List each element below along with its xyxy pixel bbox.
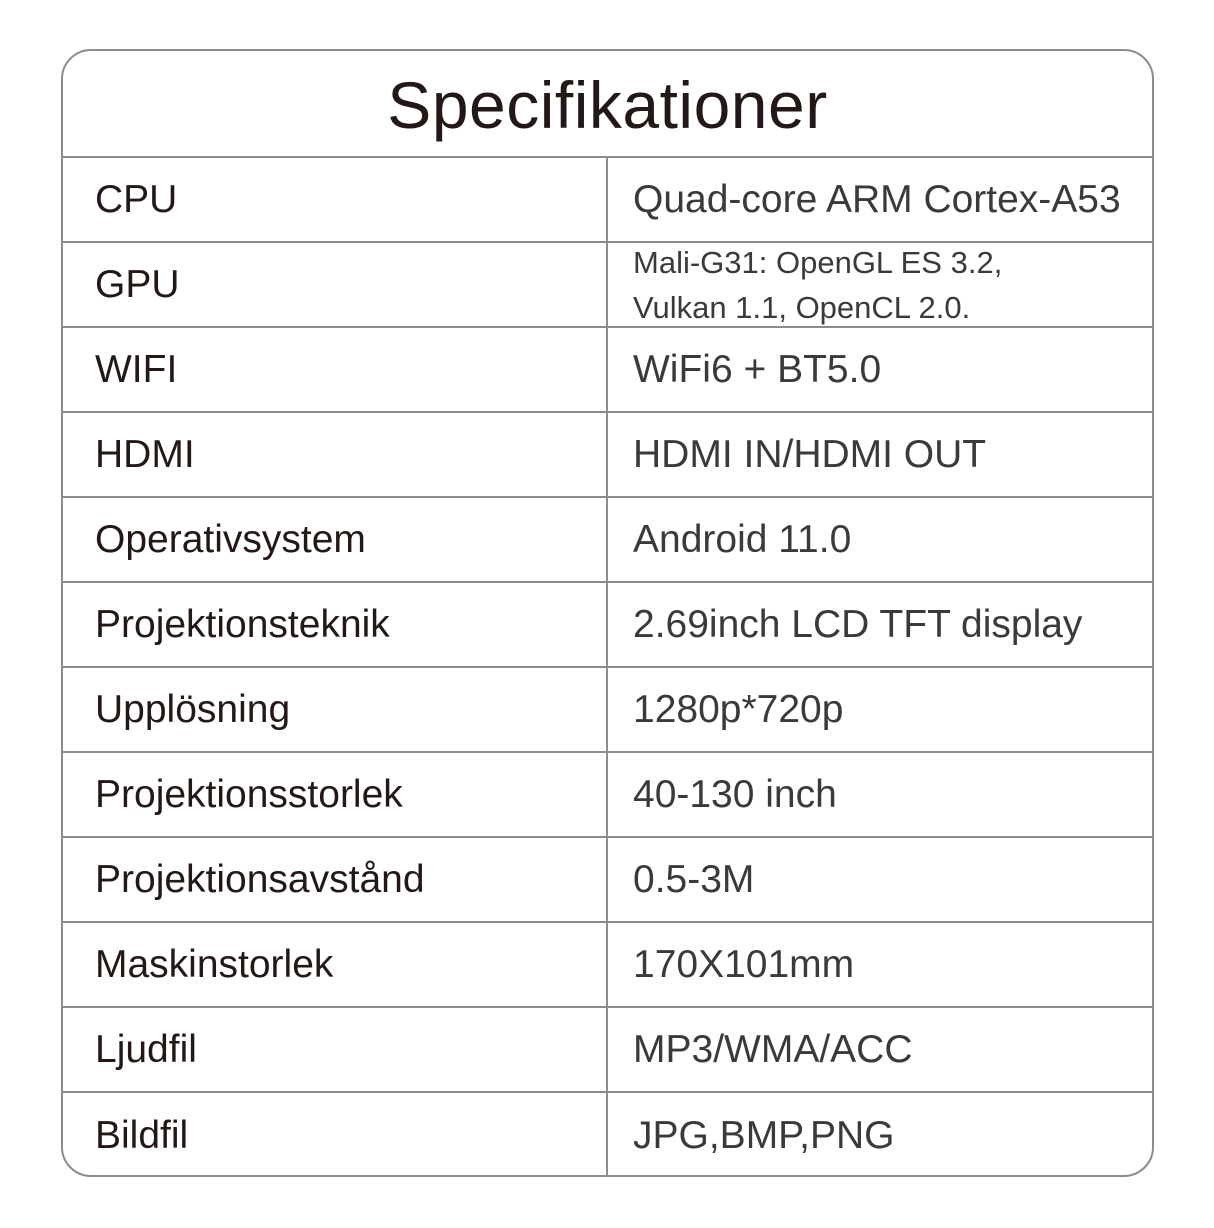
spec-value: JPG,BMP,PNG xyxy=(633,1113,895,1157)
spec-label: Upplösning xyxy=(63,668,608,751)
spec-label: CPU xyxy=(63,158,608,241)
spec-row-audio-file xyxy=(63,1008,1152,1093)
spec-label: Projektionsstorlek xyxy=(63,753,608,836)
spec-row-projection-size xyxy=(63,753,1152,838)
spec-row-machine-size xyxy=(63,923,1152,1008)
spec-row-wifi xyxy=(63,328,1152,413)
spec-value: HDMI IN/HDMI OUT xyxy=(633,432,987,476)
spec-label: HDMI xyxy=(63,413,608,496)
spec-label: Maskinstorlek xyxy=(63,923,608,1006)
spec-row-cpu xyxy=(63,158,1152,243)
spec-value: 40-130 inch xyxy=(633,772,837,816)
table-title: Specifikationer xyxy=(63,51,1152,158)
spec-label: Projektionsteknik xyxy=(63,583,608,666)
spec-value: 170X101mm xyxy=(633,942,855,986)
spec-row-image-file xyxy=(63,1093,1152,1177)
spec-row-gpu xyxy=(63,243,1152,328)
spec-value-line: Vulkan 1.1, OpenCL 2.0. xyxy=(633,289,971,325)
spec-label: Bildfil xyxy=(63,1093,608,1177)
spec-row-projection-tech xyxy=(63,583,1152,668)
spec-table xyxy=(61,49,1154,1177)
spec-row-hdmi xyxy=(63,413,1152,498)
spec-label: WIFI xyxy=(63,328,608,411)
spec-value: 2.69inch LCD TFT display xyxy=(633,602,1083,646)
spec-value: 0.5-3M xyxy=(633,857,755,901)
spec-value xyxy=(608,243,1152,326)
spec-label: GPU xyxy=(63,243,608,326)
spec-row-os xyxy=(63,498,1152,583)
spec-value-line: Mali-G31: OpenGL ES 3.2, xyxy=(633,244,1003,280)
spec-value: Quad-core ARM Cortex-A53 xyxy=(633,177,1121,221)
spec-value: MP3/WMA/ACC xyxy=(633,1027,913,1071)
spec-value: 1280p*720p xyxy=(633,687,844,731)
spec-value: Android 11.0 xyxy=(633,517,852,561)
spec-value: WiFi6 + BT5.0 xyxy=(633,347,882,391)
spec-rows xyxy=(63,158,1152,1177)
spec-row-resolution xyxy=(63,668,1152,753)
spec-label: Operativsystem xyxy=(63,498,608,581)
spec-label: Ljudfil xyxy=(63,1008,608,1091)
spec-label: Projektionsavstånd xyxy=(63,838,608,921)
spec-row-projection-distance xyxy=(63,838,1152,923)
